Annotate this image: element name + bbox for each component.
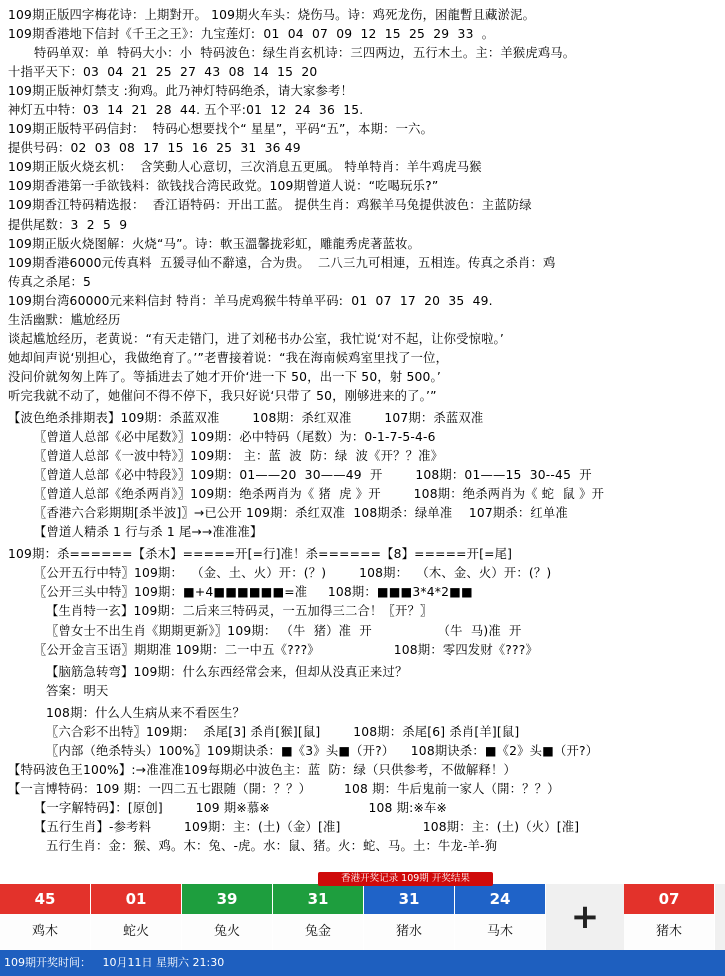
result-ball-number: 39 <box>182 884 272 914</box>
text-line: 〖六合彩不出特〗109期： 杀尾[3] 杀肖[猴][鼠] 108期：杀尾[6] 杀肖[羊][鼠] <box>46 724 520 739</box>
text-line: 109期香港第一手欲钱料：欲钱找合湾民政党。109期曾道人说：“吃喝玩乐?” <box>8 179 439 194</box>
text-line: 〖曾道人总部《绝杀两肖》〗109期：绝杀两肖为《 猪 虎 》开 108期：绝杀两肖为《 蛇 鼠 》开 <box>34 487 605 502</box>
text-line: 109期香港6000元传真料 五猨寻仙不辭遠，合为贵。 二八三九可相連，五相连。传真之杀肖：鸡 <box>8 255 556 270</box>
result-ball-number: 24 <box>455 884 545 914</box>
text-line: 【曾道人精杀 1 行与杀 1 尾→→准准准】 <box>34 525 263 540</box>
result-ball-5 <box>364 884 455 950</box>
text-line: 109期正版火烧玄机： 含笑動人心意切，三次消息五更風。 特单特肖：羊牛鸡虎马猴 <box>8 160 482 175</box>
result-ball-zodiac: 鸡木 <box>0 914 90 950</box>
result-ball-zodiac: 蛇火 <box>91 914 181 950</box>
text-line: 答案：明天 <box>46 683 109 698</box>
text-line: 109期正版特平码信封： 特码心想要找个“ 星星”，平码“五”，本期：一六。 <box>8 122 434 137</box>
text-line: 特码单双：单 特码大小：小 特码波色：绿生肖玄机诗：三四两边，五行木土。主：羊猴虎鸡马。 <box>34 46 576 61</box>
text-line: 〖内部（绝杀特头）100%〗109期诀杀：■《3》头■（开?） 108期诀杀：■《2》头■（开?） <box>46 743 599 758</box>
text-line: 【一言博特码：109 期：一四二五七跟随（開：？？） 108 期：牛后鬼前一家人（開：？？） <box>8 781 560 796</box>
result-cells <box>0 884 725 950</box>
status-left-label: 109期开奖时间： <box>4 956 91 969</box>
result-ball-6 <box>455 884 546 950</box>
lottery-result-bar <box>0 873 725 950</box>
text-line: 〖香港六合彩期期[杀半波]〗→已公开 109期：杀红双准 108期杀：绿单准 107期杀：红单准 <box>34 506 568 521</box>
text-line: 听完我就不动了，她催问不得不停下，我只好说‘只带了 50，刚够进来的了。’” <box>8 388 437 403</box>
text-line: 【生肖特一玄】109期：二后来三特码灵，一五加得三二合！〖开？〗 <box>46 604 433 619</box>
text-line: 【特码波色王100%】:→准准准109每期必中波色主：蓝 防：绿（只供参考，不做解释！） <box>8 762 516 777</box>
plus-separator: + <box>546 884 624 950</box>
result-ball-number: 07 <box>624 884 714 914</box>
text-line: 〖曾道人总部《必中特段》〗109期：01——20 30——49 开 108期：01——15 30--45 开 <box>34 468 592 483</box>
text-line: 109期：杀======【杀木】=====开[=行]准！杀======【8】=====开[=尾] <box>8 547 513 562</box>
text-line: 五行生肖：金：猴、鸡。木：兔、-虎。水：鼠、猪。火：蛇、马。土：牛龙-羊-狗 <box>46 839 498 854</box>
result-ball-zodiac: 猪木 <box>624 914 714 950</box>
text-line: 她却间声说‘别担心，我做绝育了。’”老曹接着说：“我在海南候鸡室里找了一位， <box>8 350 449 365</box>
text-line: 〖公开三头中特〗109期：■+4■■■■■■=准 108期：■■■3*4*2■■ <box>34 585 473 600</box>
text-line: 108期：什么人生病从来不看医生？ <box>46 705 246 720</box>
result-ball-1 <box>0 884 91 950</box>
text-line: 【一字解特码】：[原创] 109 期※慕※ 108 期:※车※ <box>34 800 448 815</box>
text-line: 109期台湾60000元来料信封 特肖：羊马虎鸡猴牛特单平码: 01 07 17 20 35 49. <box>8 293 493 308</box>
text-line: 十指平天下：03 04 21 25 27 43 08 14 15 20 <box>8 65 318 80</box>
result-ball-zodiac: 马木 <box>455 914 545 950</box>
text-line: 神灯五中特：03 14 21 28 44. 五个平:01 12 24 36 15. <box>8 103 364 118</box>
text-line: 109期正版火烧图解：火烧“马”。诗：軟玉溫馨拢彩虹，雕龍秀虎著蓝妆。 <box>8 236 421 251</box>
text-line: 109期香江特码精选报： 香江语特码：开出工蓝。 提供生肖：鸡猴羊马兔提供波色：主蓝防绿 <box>8 198 532 213</box>
text-line: 【波色绝杀排期表】109期：杀蓝双准 108期：杀红双准 107期：杀蓝双准 <box>8 410 484 425</box>
result-ball-number: 31 <box>364 884 454 914</box>
status-bar <box>0 950 725 976</box>
result-ball-zodiac: 兔火 <box>182 914 272 950</box>
result-ball-zodiac: 兔金 <box>273 914 363 950</box>
result-ball-3 <box>182 884 273 950</box>
result-ball-7 <box>624 884 715 950</box>
text-line: 没问价就匆匆上阵了。等插进去了她才开价‘进一下 50，出一下 50，射 500。’ <box>8 369 441 384</box>
text-line: 〖曾道人总部《必中尾数》〗109期：必中特码（尾数）为：0-1-7-5-4-6 <box>34 430 436 445</box>
text-line: 109期正版四字梅花诗：上期對开。 109期火车头：烧伤马。诗：鸡死龙伤，困龍暫且藏淤泥。 <box>8 8 536 22</box>
text-line: 〖曾女士不出生肖《期期更新》〗109期： （牛 猪）准 开 （牛 马)准 开 <box>46 623 522 638</box>
text-line: 谈起尴尬经历，老黄说：“有天走错门，进了刘秘书办公室，我忙说‘对不起，让你受惊啦。’ <box>8 331 505 346</box>
result-ball-number: 01 <box>91 884 181 914</box>
text-line: 【五行生肖】-参考料 109期：主：(土)（金）[准] 108期：主：(土)（火）[准] <box>34 819 580 834</box>
text-line: 提供尾数：3 2 5 9 <box>8 217 128 232</box>
result-ball-number: 31 <box>273 884 363 914</box>
text-line: 〖曾道人总部《一波中特》〗109期： 主：蓝 波 防：绿 波《开？？准》 <box>34 449 444 464</box>
result-ball-number: 45 <box>0 884 90 914</box>
text-line: 传真之杀尾：5 <box>8 274 92 289</box>
text-line: 109期香港地下信封《千王之王》：九宝莲灯: 01 04 07 09 12 15 25 29 33 。 <box>8 27 495 42</box>
text-line: 生活幽默：尴尬经历 <box>8 312 121 327</box>
result-ball-zodiac: 猪水 <box>364 914 454 950</box>
text-line: 提供号码：02 03 08 17 15 16 25 31 36 49 <box>8 141 301 156</box>
result-ball-2 <box>91 884 182 950</box>
result-banner: 香港开奖记录 109期 开奖结果 <box>318 872 493 886</box>
result-ball-4 <box>273 884 364 950</box>
text-line: 〖公开五行中特〗109期： （金、土、火）开：(？) 108期： （木、金、火）开：(？) <box>34 566 552 581</box>
text-line: 〖公开金言玉语〗期期准 109期：二一中五《???》 108期：零四发财《???》 <box>34 642 538 657</box>
status-right-label: 10月11日 星期六 21:30 <box>102 956 225 969</box>
text-line: 109期正版神灯禁支 :狗鸡。此乃神灯特码绝杀，请大家参考！ <box>8 84 353 99</box>
text-line: 【脑筋急转弯】109期：什么东西经常会来，但却从没真正来过？ <box>46 664 408 679</box>
